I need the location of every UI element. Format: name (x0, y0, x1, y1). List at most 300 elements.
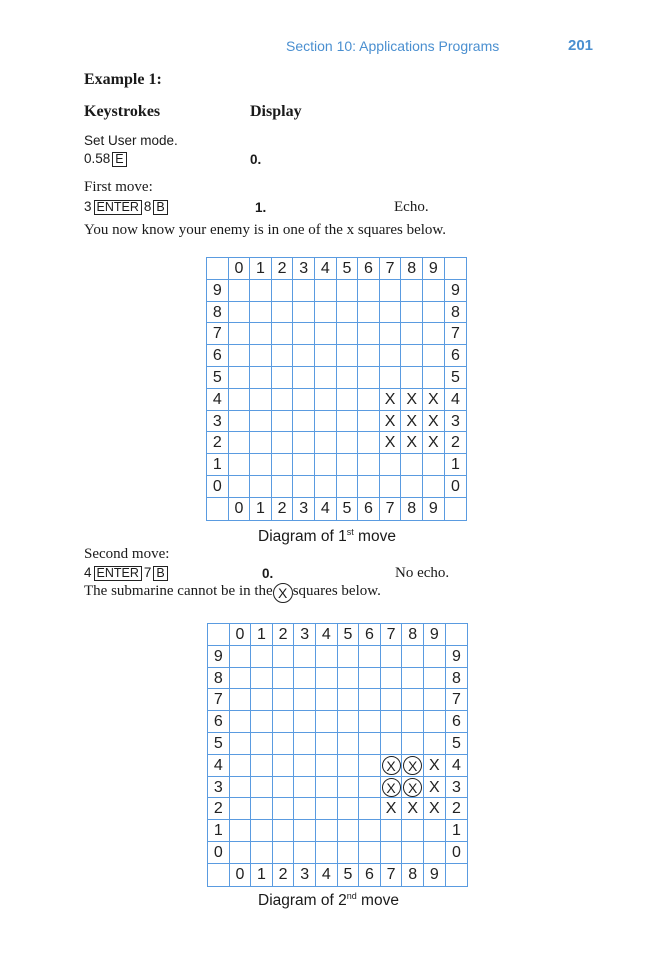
grid-cell (337, 367, 359, 389)
grid-cell (230, 842, 252, 864)
grid-cell (402, 668, 424, 690)
grid-cell (338, 777, 360, 799)
column-label: 4 (316, 624, 338, 646)
second-move-heading: Second move: (84, 546, 170, 562)
key-enter: ENTER (94, 566, 142, 581)
grid-cell (250, 345, 272, 367)
grid-cell (380, 345, 402, 367)
set-user-mode-note: Set User mode. (84, 133, 178, 148)
display-step1: 0. (250, 152, 262, 167)
grid-cell (273, 711, 295, 733)
grid-cell (273, 777, 295, 799)
caption-sup: st (346, 527, 354, 537)
grid-cell (294, 668, 316, 690)
grid-cell (315, 432, 337, 454)
grid-cell (337, 302, 359, 324)
grid-cell (250, 323, 272, 345)
column-label: 8 (401, 498, 423, 520)
key-4: 4 (84, 565, 92, 580)
grid-cell (293, 411, 315, 433)
grid-cell (251, 689, 273, 711)
grid-cell (272, 302, 294, 324)
grid-cell (401, 454, 423, 476)
grid-cell (250, 280, 272, 302)
grid-cell (337, 454, 359, 476)
column-label: 7 (380, 498, 402, 520)
grid-cell (230, 646, 252, 668)
column-label: 1 (250, 258, 272, 280)
display-step2: 1. (255, 200, 267, 215)
first-move-heading: First move: (84, 179, 153, 195)
result-step3: No echo. (395, 565, 450, 581)
grid-cell (402, 711, 424, 733)
grid-cell (358, 323, 380, 345)
grid-cell (423, 454, 445, 476)
grid-cell (316, 820, 338, 842)
grid-cell (380, 280, 402, 302)
grid-cell (273, 733, 295, 755)
grid-cell (229, 367, 251, 389)
row-label: 2 (445, 432, 467, 454)
grid-cell (229, 476, 251, 498)
grid-cell (294, 646, 316, 668)
column-label: 0 (230, 864, 252, 886)
grid-cell (272, 280, 294, 302)
row-label: 6 (446, 711, 468, 733)
column-label: 7 (381, 624, 403, 646)
key-8: 8 (143, 199, 152, 214)
x-mark: X (380, 389, 402, 411)
grid-cell (316, 668, 338, 690)
grid-cell (358, 345, 380, 367)
x-mark: X (380, 411, 402, 433)
column-label: 4 (315, 258, 337, 280)
x-mark: X (402, 798, 424, 820)
corner-cell (446, 864, 468, 886)
grid-diagram-1 (206, 257, 467, 521)
grid-cell (338, 646, 360, 668)
x-mark: X (424, 755, 446, 777)
grid-cell (315, 454, 337, 476)
section-header: Section 10: Applications Programs (286, 38, 500, 54)
caption-text: Diagram of 2 (258, 892, 347, 910)
grid-cell (230, 777, 252, 799)
grid-diagram-2 (207, 623, 468, 887)
grid-cell (423, 280, 445, 302)
grid-cell (358, 302, 380, 324)
row-label: 4 (207, 389, 229, 411)
grid-cell (401, 476, 423, 498)
grid-cell (358, 367, 380, 389)
row-label: 2 (446, 798, 468, 820)
corner-cell (207, 498, 229, 520)
row-label: 5 (207, 367, 229, 389)
grid-cell (424, 668, 446, 690)
display-heading: Display (250, 103, 302, 120)
grid-cell (424, 711, 446, 733)
row-label: 3 (445, 411, 467, 433)
grid-cell (423, 302, 445, 324)
grid-cell (381, 733, 403, 755)
x-mark: X (381, 798, 403, 820)
grid-cell (250, 411, 272, 433)
explain-text: squares below. (292, 583, 381, 599)
column-label: 7 (380, 258, 402, 280)
column-label: 3 (293, 498, 315, 520)
column-label: 2 (273, 624, 295, 646)
column-label: 2 (273, 864, 295, 886)
grid-cell (315, 323, 337, 345)
grid-cell (229, 323, 251, 345)
grid-cell (358, 476, 380, 498)
explain-step2: You now know your enemy is in one of the x squares below. (84, 222, 447, 238)
row-label: 1 (445, 454, 467, 476)
grid-cell (338, 668, 360, 690)
grid-cell (402, 820, 424, 842)
row-label: 9 (446, 646, 468, 668)
x-mark: X (423, 432, 445, 454)
row-label: 3 (208, 777, 230, 799)
grid-cell (294, 842, 316, 864)
grid-cell (229, 280, 251, 302)
grid-cell (316, 689, 338, 711)
grid-cell (338, 733, 360, 755)
grid-cell (251, 755, 273, 777)
row-label: 7 (445, 323, 467, 345)
row-label: 3 (446, 777, 468, 799)
column-label: 8 (402, 624, 424, 646)
grid-cell (316, 733, 338, 755)
grid-cell (294, 733, 316, 755)
grid-cell (293, 454, 315, 476)
grid-cell (272, 411, 294, 433)
row-label: 2 (207, 432, 229, 454)
row-label: 8 (446, 668, 468, 690)
grid-cell (273, 755, 295, 777)
grid-cell (272, 476, 294, 498)
grid-cell (358, 389, 380, 411)
grid-cell (401, 280, 423, 302)
grid-cell (251, 777, 273, 799)
row-label: 6 (208, 711, 230, 733)
column-label: 7 (381, 864, 403, 886)
grid-cell (273, 668, 295, 690)
corner-cell (446, 624, 468, 646)
grid-cell (250, 432, 272, 454)
grid-cell (338, 711, 360, 733)
grid-cell (381, 646, 403, 668)
grid-cell (316, 842, 338, 864)
grid-cell (293, 345, 315, 367)
grid-cell (251, 711, 273, 733)
keystrokes-step3 (84, 565, 170, 581)
grid-cell (229, 389, 251, 411)
example-title: Example 1: (84, 71, 162, 88)
column-label: 6 (359, 624, 381, 646)
grid-cell (337, 280, 359, 302)
column-label: 8 (401, 258, 423, 280)
caption-text: move (356, 892, 399, 910)
grid-cell (230, 755, 252, 777)
grid-cell (294, 798, 316, 820)
grid-cell (359, 755, 381, 777)
grid-cell (423, 367, 445, 389)
grid-cell (338, 820, 360, 842)
row-label: 5 (446, 733, 468, 755)
column-label: 4 (316, 864, 338, 886)
grid-cell (381, 711, 403, 733)
row-label: 8 (207, 302, 229, 324)
grid-cell (380, 302, 402, 324)
column-label: 0 (229, 258, 251, 280)
grid-cell (273, 689, 295, 711)
grid-cell (359, 733, 381, 755)
caption-diagram-1 (258, 527, 396, 546)
column-label: 9 (424, 624, 446, 646)
key-number: 0.58 (84, 151, 111, 166)
key-b: B (153, 200, 167, 215)
column-label: 1 (251, 864, 273, 886)
grid-cell (250, 302, 272, 324)
column-label: 6 (359, 864, 381, 886)
grid-cell (293, 302, 315, 324)
grid-cell (273, 820, 295, 842)
grid-cell (230, 798, 252, 820)
grid-cell (359, 777, 381, 799)
grid-cell (316, 755, 338, 777)
grid-cell (229, 411, 251, 433)
column-label: 9 (424, 864, 446, 886)
column-label: 2 (272, 258, 294, 280)
row-label: 6 (207, 345, 229, 367)
grid-cell (423, 345, 445, 367)
grid-cell (229, 432, 251, 454)
row-label: 2 (208, 798, 230, 820)
circled-x-icon: X (403, 778, 422, 797)
grid-cell (250, 454, 272, 476)
grid-cell (424, 842, 446, 864)
grid-cell (359, 842, 381, 864)
column-label: 1 (250, 498, 272, 520)
grid-cell (423, 323, 445, 345)
grid-cell (230, 733, 252, 755)
grid-cell (315, 367, 337, 389)
row-label: 7 (207, 323, 229, 345)
grid-cell (337, 411, 359, 433)
grid-cell (359, 646, 381, 668)
grid-cell (230, 668, 252, 690)
grid-cell (230, 689, 252, 711)
x-mark: X (423, 389, 445, 411)
result-step2: Echo. (394, 199, 429, 215)
explain-text: The submarine cannot be in the (84, 583, 273, 599)
column-label: 9 (423, 258, 445, 280)
grid-cell (272, 454, 294, 476)
row-label: 8 (208, 668, 230, 690)
grid-cell (401, 345, 423, 367)
grid-cell (294, 777, 316, 799)
grid-cell (250, 476, 272, 498)
grid-cell (359, 820, 381, 842)
grid-cell (293, 367, 315, 389)
grid-cell (251, 798, 273, 820)
row-label: 4 (446, 755, 468, 777)
key-b: B (153, 566, 167, 581)
grid-cell (316, 798, 338, 820)
grid-cell (250, 389, 272, 411)
grid-cell (380, 323, 402, 345)
column-label: 6 (358, 498, 380, 520)
grid-cell (358, 411, 380, 433)
grid-cell (251, 820, 273, 842)
column-label: 2 (272, 498, 294, 520)
grid-cell (272, 323, 294, 345)
grid-cell (294, 711, 316, 733)
grid-cell (315, 280, 337, 302)
column-label: 3 (294, 624, 316, 646)
circled-x-icon: X (273, 583, 293, 603)
column-label: 5 (338, 624, 360, 646)
corner-cell (445, 498, 467, 520)
page-number: 201 (568, 37, 594, 54)
row-label: 5 (208, 733, 230, 755)
grid-cell (337, 432, 359, 454)
grid-cell (293, 323, 315, 345)
column-label: 4 (315, 498, 337, 520)
grid-cell (424, 689, 446, 711)
grid-cell (251, 733, 273, 755)
grid-cell (294, 755, 316, 777)
x-mark: X (424, 798, 446, 820)
row-label: 3 (207, 411, 229, 433)
grid-cell (337, 476, 359, 498)
corner-cell (207, 258, 229, 280)
row-label: 8 (445, 302, 467, 324)
grid-cell (424, 820, 446, 842)
circled-x-icon: X (403, 756, 422, 775)
key-3: 3 (84, 199, 92, 214)
grid-cell (402, 689, 424, 711)
grid-cell (273, 798, 295, 820)
circled-x-mark (381, 755, 403, 777)
column-label: 0 (229, 498, 251, 520)
grid-cell (337, 389, 359, 411)
row-label: 5 (445, 367, 467, 389)
grid-cell (251, 842, 273, 864)
column-label: 3 (294, 864, 316, 886)
row-label: 1 (446, 820, 468, 842)
grid-cell (401, 302, 423, 324)
row-label: 0 (445, 476, 467, 498)
keystrokes-heading: Keystrokes (84, 103, 161, 120)
keystrokes-step2 (84, 199, 170, 215)
grid-cell (293, 280, 315, 302)
row-label: 4 (445, 389, 467, 411)
keystrokes-step1 (84, 151, 129, 167)
grid-cell (293, 389, 315, 411)
column-label: 8 (402, 864, 424, 886)
corner-cell (208, 624, 230, 646)
row-label: 0 (446, 842, 468, 864)
row-label: 0 (208, 842, 230, 864)
row-label: 1 (207, 454, 229, 476)
grid-cell (381, 668, 403, 690)
caption-diagram-2 (258, 891, 399, 910)
grid-cell (338, 689, 360, 711)
grid-cell (338, 842, 360, 864)
row-label: 7 (446, 689, 468, 711)
circled-x-icon: X (382, 778, 401, 797)
grid-cell (230, 820, 252, 842)
x-mark: X (380, 432, 402, 454)
grid-cell (402, 646, 424, 668)
corner-cell (445, 258, 467, 280)
grid-cell (338, 755, 360, 777)
circled-x-icon: X (382, 756, 401, 775)
circled-x-mark (381, 777, 403, 799)
grid-cell (272, 389, 294, 411)
grid-cell (272, 432, 294, 454)
grid-cell (315, 411, 337, 433)
grid-cell (359, 711, 381, 733)
x-mark: X (401, 389, 423, 411)
grid-cell (380, 367, 402, 389)
grid-cell (294, 689, 316, 711)
grid-cell (358, 432, 380, 454)
explain-step3 (84, 583, 381, 603)
grid-cell (251, 646, 273, 668)
grid-cell (337, 323, 359, 345)
grid-cell (229, 302, 251, 324)
circled-x-mark (402, 777, 424, 799)
row-label: 1 (208, 820, 230, 842)
grid-cell (293, 432, 315, 454)
grid-cell (272, 367, 294, 389)
grid-cell (381, 842, 403, 864)
grid-cell (273, 646, 295, 668)
column-label: 0 (230, 624, 252, 646)
column-label: 5 (338, 864, 360, 886)
grid-cell (424, 733, 446, 755)
grid-cell (359, 798, 381, 820)
grid-cell (338, 798, 360, 820)
grid-cell (423, 476, 445, 498)
key-enter: ENTER (94, 200, 142, 215)
corner-cell (208, 864, 230, 886)
grid-cell (381, 820, 403, 842)
row-label: 0 (207, 476, 229, 498)
grid-cell (251, 668, 273, 690)
grid-cell (230, 711, 252, 733)
grid-cell (359, 668, 381, 690)
grid-cell (316, 646, 338, 668)
key-7: 7 (143, 565, 152, 580)
row-label: 9 (207, 280, 229, 302)
grid-cell (250, 367, 272, 389)
grid-cell (337, 345, 359, 367)
grid-cell (273, 842, 295, 864)
row-label: 6 (445, 345, 467, 367)
grid-cell (229, 454, 251, 476)
grid-cell (402, 842, 424, 864)
display-step3: 0. (262, 566, 274, 581)
grid-cell (359, 689, 381, 711)
row-label: 4 (208, 755, 230, 777)
grid-cell (316, 777, 338, 799)
caption-text: Diagram of 1 (258, 528, 347, 546)
grid-cell (315, 476, 337, 498)
grid-cell (381, 689, 403, 711)
